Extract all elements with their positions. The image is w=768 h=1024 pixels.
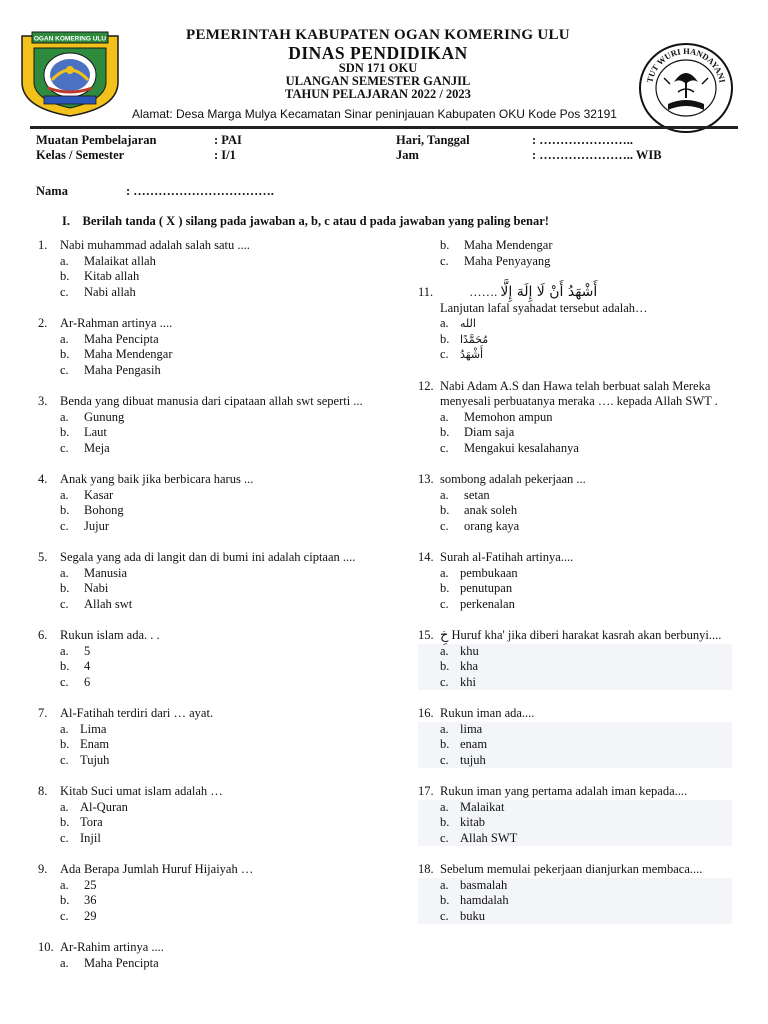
option-text: Kitab allah — [84, 269, 140, 283]
option-letter: a. — [440, 877, 449, 892]
answer-option[interactable] — [418, 878, 732, 894]
option-letter: c. — [60, 752, 69, 767]
answer-option[interactable] — [38, 254, 408, 270]
answer-option[interactable] — [38, 566, 408, 582]
option-text: penutupan — [460, 581, 513, 595]
question-number: 18. — [418, 862, 434, 876]
answer-option[interactable] — [418, 597, 738, 613]
question-text: Benda yang dibuat manusia dari cipataan allah swt seperti ... — [60, 394, 363, 408]
answer-option[interactable] — [38, 659, 408, 675]
option-text: Gunung — [84, 409, 125, 424]
option-text: Maha Mendengar — [84, 347, 173, 361]
answer-option[interactable] — [38, 269, 408, 285]
answer-option[interactable] — [418, 519, 738, 535]
option-text: 36 — [84, 893, 97, 907]
question-text: Lanjutan lafal syahadat tersebut adalah… — [440, 300, 648, 315]
answer-option[interactable] — [418, 503, 738, 519]
question-number: 8. — [38, 784, 48, 798]
option-text: basmalah — [460, 877, 508, 892]
tut-wuri-handayani-icon — [634, 38, 738, 134]
letterhead-line-school: SDN 171 OKU — [338, 61, 418, 76]
option-text: Diam saja — [464, 425, 515, 439]
answer-option[interactable] — [418, 581, 738, 597]
option-letter: c. — [440, 908, 449, 923]
answer-option[interactable] — [418, 753, 732, 769]
answer-option[interactable] — [440, 238, 738, 254]
option-text: perkenalan — [460, 596, 515, 611]
option-letter: b. — [60, 659, 70, 673]
question-number: 12. — [418, 378, 434, 393]
option-letter: c. — [60, 908, 69, 923]
answer-option[interactable] — [418, 644, 732, 660]
option-text: khu — [460, 643, 479, 658]
option-letter: c. — [440, 830, 449, 845]
question-number: 6. — [38, 628, 48, 642]
question-13 — [418, 472, 738, 534]
answer-option[interactable] — [38, 878, 408, 894]
option-letter: a. — [60, 955, 69, 970]
option-letter: a. — [440, 721, 449, 736]
option-text: Laut — [84, 425, 107, 439]
question-2 — [38, 316, 408, 378]
subject-label: Muatan Pembelajaran — [36, 133, 157, 147]
question-text: Rukun iman yang pertama adalah iman kepada.... — [440, 784, 688, 798]
option-text: lima — [460, 721, 483, 736]
option-letter: b. — [440, 737, 450, 751]
answer-option[interactable] — [38, 581, 408, 597]
option-letter: c. — [60, 440, 69, 455]
option-text: enam — [460, 737, 488, 751]
question-text: Anak yang baik jika berbicara harus ... — [60, 472, 254, 486]
question-9 — [38, 862, 408, 924]
option-letter: b. — [440, 238, 450, 252]
answer-option[interactable] — [38, 363, 408, 379]
question-7 — [38, 706, 408, 768]
answer-option[interactable] — [418, 410, 738, 426]
answer-option[interactable] — [418, 831, 732, 847]
option-text: Memohon ampun — [464, 409, 553, 424]
question-14 — [418, 550, 738, 612]
letterhead-title-block — [122, 28, 634, 102]
question-text: Segala yang ada di langit dan di bumi ini adalah ciptaan .... — [60, 550, 356, 564]
answer-option[interactable] — [418, 909, 732, 925]
option-text: khi — [460, 674, 476, 689]
option-text: أَشْهَدُ — [460, 348, 484, 361]
option-text: orang kaya — [464, 518, 520, 533]
answer-option[interactable] — [440, 254, 738, 270]
option-text: Malaikat — [460, 799, 505, 814]
question-number: 13. — [418, 472, 434, 486]
right-logo-text: TUT WURI HANDAYANI — [644, 45, 728, 84]
question-text: Ar-Rahim artinya .... — [60, 940, 164, 954]
option-letter: a. — [60, 643, 69, 658]
option-text: Jujur — [84, 518, 109, 533]
question-17 — [418, 784, 738, 846]
name-field[interactable]: : ……………………………. — [126, 184, 274, 198]
option-text: Maha Pencipta — [84, 955, 159, 970]
option-letter: c. — [60, 284, 69, 299]
question-5 — [38, 550, 408, 612]
question-11 — [418, 285, 738, 363]
option-letter: c. — [60, 362, 69, 377]
answer-option[interactable] — [418, 316, 738, 332]
arabic-syahadat: أَشْهَدُ أَنْ لَا إِلَهَ إِلَّا — [500, 284, 598, 300]
answer-option[interactable] — [38, 956, 408, 972]
section-instruction-text: Berilah tanda ( X ) silang pada jawaban a, b, c atau d pada jawaban yang paling benar! — [82, 214, 549, 228]
question-text: Rukun iman ada.... — [440, 706, 535, 720]
question-6 — [38, 628, 408, 690]
option-letter: c. — [440, 518, 449, 533]
option-text: Maha Pengasih — [84, 362, 161, 377]
answer-option[interactable] — [38, 519, 408, 535]
letterhead-line-exam: ULANGAN SEMESTER GANJIL — [285, 74, 471, 89]
answer-option[interactable] — [38, 410, 408, 426]
option-text: Allah SWT — [460, 830, 518, 845]
question-number: 15. — [418, 628, 434, 642]
option-text: Bohong — [84, 503, 124, 517]
answer-option[interactable] — [38, 488, 408, 504]
option-text: 25 — [84, 877, 97, 892]
answer-option[interactable] — [38, 347, 408, 363]
question-text: Huruf kha' jika diberi harakat kasrah akan berbunyi.... — [451, 628, 722, 642]
answer-option[interactable] — [38, 597, 408, 613]
option-letter: a. — [440, 316, 449, 330]
answer-option[interactable] — [418, 441, 738, 457]
option-text: 6 — [84, 674, 91, 689]
option-letter: b. — [60, 815, 70, 829]
question-number: 17. — [418, 784, 434, 798]
section-instruction — [62, 214, 549, 229]
option-text: Lima — [80, 721, 107, 736]
answer-option[interactable] — [418, 488, 738, 504]
question-16 — [418, 706, 738, 768]
question-number: 11. — [418, 285, 434, 299]
answer-option[interactable] — [38, 909, 408, 925]
option-letter: a. — [60, 409, 69, 424]
question-text: Ada Berapa Jumlah Huruf Hijaiyah … — [60, 862, 254, 876]
question-text: Kitab Suci umat islam adalah … — [60, 784, 223, 798]
option-letter: a. — [60, 565, 69, 580]
option-letter: c. — [60, 674, 69, 689]
letterhead-line-year: TAHUN PELAJARAN 2022 / 2023 — [285, 87, 471, 102]
question-text: sombong adalah pekerjaan ... — [440, 472, 586, 486]
option-text: Allah swt — [84, 596, 133, 611]
question-dots: ……. — [469, 285, 498, 299]
question-text: Surah al-Fatihah artinya.... — [440, 550, 574, 564]
option-letter: c. — [440, 440, 449, 455]
option-letter: b. — [440, 331, 450, 346]
questions-left-column — [38, 238, 408, 987]
option-letter: b. — [440, 581, 450, 595]
question-number: 4. — [38, 472, 48, 486]
option-text: Maha Mendengar — [464, 238, 553, 252]
option-text: Kasar — [84, 487, 114, 502]
option-letter: b. — [60, 425, 70, 439]
option-letter: a. — [440, 409, 449, 424]
header-divider — [30, 126, 738, 129]
day-label: Hari, Tanggal — [396, 133, 470, 147]
question-10-continued — [418, 238, 738, 269]
question-text: Al-Fatihah terdiri dari … ayat. — [60, 706, 214, 720]
answer-option[interactable] — [38, 285, 408, 301]
name-label: Nama — [36, 184, 68, 198]
option-text: Malaikat allah — [84, 253, 156, 268]
option-text: buku — [460, 908, 485, 923]
question-number: 10. — [38, 940, 54, 954]
option-letter: a. — [440, 565, 449, 580]
letterhead-line-department: DINAS PENDIDIKAN — [288, 42, 468, 63]
option-letter: c. — [60, 830, 69, 845]
question-number: 5. — [38, 550, 48, 564]
subject-value: : PAI — [214, 133, 242, 147]
left-logo-text: OGAN KOMERING ULU — [33, 35, 107, 43]
letterhead — [0, 0, 768, 130]
question-number: 7. — [38, 706, 48, 720]
question-text: Ar-Rahman artinya .... — [60, 316, 173, 330]
option-letter: b. — [440, 659, 450, 673]
option-text: Enam — [80, 737, 110, 751]
answer-option[interactable] — [418, 722, 732, 738]
question-text: Sebelum memulai pekerjaan dianjurkan membaca.... — [440, 862, 703, 876]
option-letter: c. — [440, 752, 449, 767]
answer-option[interactable] — [38, 831, 408, 847]
section-number: I. — [62, 214, 70, 228]
time-label: Jam — [396, 148, 419, 162]
letterhead-line-government: PEMERINTAH KABUPATEN OGAN KOMERING ULU — [186, 27, 570, 43]
question-number: 9. — [38, 862, 48, 876]
answer-option[interactable] — [418, 425, 738, 441]
option-text: مُحَمَّدًا — [460, 332, 489, 346]
day-value: : ………………….. — [532, 133, 634, 147]
answer-option[interactable] — [38, 441, 408, 457]
question-number: 1. — [38, 238, 48, 252]
question-4 — [38, 472, 408, 534]
answer-option[interactable] — [418, 893, 732, 909]
answer-option[interactable] — [38, 722, 408, 738]
option-letter: c. — [440, 674, 449, 689]
option-text: Manusia — [84, 565, 128, 580]
answer-option[interactable] — [38, 737, 408, 753]
option-letter: a. — [60, 877, 69, 892]
option-text: anak soleh — [464, 503, 518, 517]
question-18 — [418, 862, 738, 924]
class-value: : I/1 — [214, 148, 236, 162]
option-letter: a. — [60, 253, 69, 268]
option-text: Maha Penyayang — [464, 253, 551, 268]
question-number: 16. — [418, 706, 434, 720]
option-text: Maha Pencipta — [84, 331, 159, 346]
answer-option[interactable] — [418, 675, 732, 691]
option-text: setan — [464, 487, 490, 502]
arabic-letter-kha: خِ — [440, 628, 449, 643]
option-letter: b. — [440, 503, 450, 517]
option-letter: b. — [60, 269, 70, 283]
answer-option[interactable] — [418, 737, 732, 753]
school-address: Alamat: Desa Marga Mulya Kecamatan Sinar peninjauan Kabupaten OKU Kode Pos 32191 — [132, 107, 617, 121]
answer-option[interactable] — [418, 659, 732, 675]
answer-option[interactable] — [38, 675, 408, 691]
option-letter: a. — [60, 799, 69, 814]
question-number: 2. — [38, 316, 48, 330]
option-letter: b. — [60, 347, 70, 361]
option-text: Meja — [84, 440, 110, 455]
question-1 — [38, 238, 408, 300]
option-text: Mengakui kesalahanya — [464, 440, 579, 455]
question-10 — [38, 940, 408, 971]
answer-option[interactable] — [418, 332, 738, 348]
option-letter: c. — [60, 596, 69, 611]
answer-option[interactable] — [38, 800, 408, 816]
option-letter: b. — [60, 581, 70, 595]
time-value: : ………………….. WIB — [532, 148, 662, 162]
option-text: hamdalah — [460, 893, 509, 907]
option-text: kitab — [460, 815, 485, 829]
question-text: Nabi muhammad adalah salah satu .... — [60, 238, 250, 252]
question-8 — [38, 784, 408, 846]
answer-option[interactable] — [418, 800, 732, 816]
question-number: 3. — [38, 394, 48, 408]
answer-option[interactable] — [38, 332, 408, 348]
question-text: Nabi Adam A.S dan Hawa telah berbuat salah Mereka menyesali perbuatanya meraka …. kepada Allah SWT . — [440, 378, 718, 408]
question-text: Rukun islam ada. . . — [60, 628, 160, 642]
option-text: الله — [460, 317, 476, 330]
option-letter: b. — [60, 893, 70, 907]
option-letter: a. — [60, 331, 69, 346]
option-text: tujuh — [460, 752, 486, 767]
option-text: Nabi allah — [84, 284, 136, 299]
option-letter: b. — [440, 815, 450, 829]
answer-option[interactable] — [418, 815, 732, 831]
option-text: Nabi — [84, 581, 109, 595]
option-text: Tora — [80, 815, 103, 829]
option-text: Tujuh — [80, 752, 110, 767]
option-text: kha — [460, 659, 479, 673]
option-text: 4 — [84, 659, 91, 673]
option-letter: a. — [440, 799, 449, 814]
question-15 — [418, 628, 738, 690]
option-text: Injil — [80, 830, 101, 845]
question-3 — [38, 394, 408, 456]
question-12 — [418, 379, 738, 457]
class-label: Kelas / Semester — [36, 148, 125, 162]
questions-right-column — [418, 238, 738, 940]
option-letter: b. — [60, 737, 70, 751]
regency-crest-icon — [18, 30, 122, 118]
answer-option[interactable] — [38, 644, 408, 660]
option-letter: b. — [60, 503, 70, 517]
question-number: 14. — [418, 550, 434, 564]
exam-meta — [36, 133, 736, 163]
option-text: 29 — [84, 908, 97, 923]
option-letter: a. — [60, 487, 69, 502]
answer-option[interactable] — [38, 815, 408, 831]
option-letter: b. — [440, 425, 450, 439]
answer-option[interactable] — [38, 753, 408, 769]
option-letter: c. — [60, 518, 69, 533]
answer-option[interactable] — [38, 893, 408, 909]
option-letter: c. — [440, 253, 449, 268]
option-letter: c. — [440, 596, 449, 611]
option-letter: a. — [440, 487, 449, 502]
answer-option[interactable] — [38, 425, 408, 441]
option-letter: a. — [60, 721, 69, 736]
answer-option[interactable] — [38, 503, 408, 519]
answer-option[interactable] — [418, 566, 738, 582]
option-text: 5 — [84, 643, 91, 658]
option-letter: a. — [440, 643, 449, 658]
answer-option[interactable] — [418, 347, 738, 363]
option-letter: c. — [440, 347, 449, 361]
option-letter: b. — [440, 893, 450, 907]
option-text: Al-Quran — [80, 799, 128, 814]
option-text: pembukaan — [460, 565, 518, 580]
